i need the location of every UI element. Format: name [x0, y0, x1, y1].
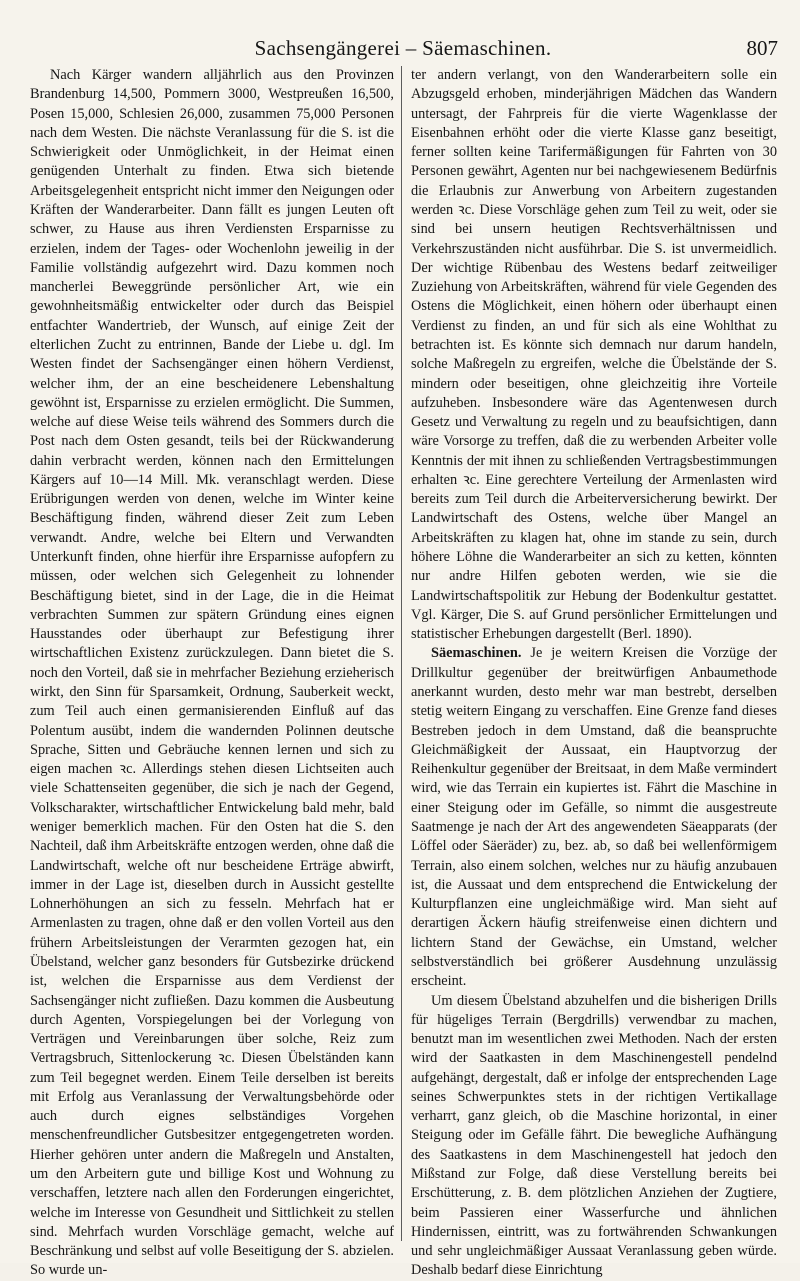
left-column-text: Nach Kärger wandern alljährlich aus den Provinzen Brandenburg 14,500, Pommern 3000, Westpreußen 16,500, Posen 15,000, Schlesien 26,000, zusammen 75,000 Personen nach dem Westen. Die nächste Veranlassung für die S. ist die Schwierigkeit oder Unmöglichkeit, in der Heimat einen genügenden Unterhalt zu finden. Etwa sich bietende Arbeitsgelegenheit entspricht nicht immer den Neigungen oder Kräften der Wanderarbeiter. Dann fällt es jungen Leuten oft schwer, zu Hause aus ihren Verdiensten Ersparnisse zu erzielen, indem der Tages- oder Wochenlohn jeweilig in der Familie vollständig aufgezehrt wird. Dazu kommen noch mancherlei Beweggründe persönlicher Art, wie ein gewohnheitsmäßig entwickelter oder durch das Beispiel entfachter Wandertrieb, der Wunsch, auf einige Zeit der elterlichen Zucht zu entrinnen, Bande der Liebe u. dgl. Im Westen findet der Sachsengänger einen höhern Verdienst, welcher ihm, der an eine bescheidenere Lebenshaltung gewöhnt ist, Ersparnisse zu erzielen ermöglicht. Die Summen, welche auf diese Weise teils während des Sommers durch die Post nach dem Osten gesandt, teils bei der Rückwanderung dahin verbracht werden, können nach den Ermittelungen Kärgers auf 10—14 Mill. Mk. veranschlagt werden. Diese Erübrigungen werden von denen, welche im Winter keine Beschäftigung finden, während dieser Zeit zum Leben verwandt. Andre, welche bei Eltern und Verwandten Unterkunft finden, ohne hierfür ihre Ersparnisse aufopfern zu müssen, oder welchen sich Gelegenheit zu lohnender Beschäftigung bietet, sind in der Lage, die in die Heimat verbrachten Summen zur spätern Gründung eines eignen Hausstandes oder überhaupt zur Befestigung ihrer wirtschaftlichen Existenz zurückzulegen. Dann bietet die S. noch den Vorteil, daß sie in mehrfacher Beziehung erzieherisch wirkt, den Sinn für Sparsamkeit, Ordnung, Sauberkeit weckt, zum Teil auch einen germanisierenden Einfluß auf das Polentum ausübt, indem die wandernden Polinnen deutsche Sprache, Sitten und Gebräuche kennen lernen und sich zu eigen machen ꝛc. Allerdings stehen diesen Lichtseiten auch viele Schattenseiten gegenüber, die sich je nach der Gegend, Volkscharakter, wirtschaftlicher Entwickelung bald mehr, bald weniger bemerklich machen. Für den Osten hat die S. den Nachteil, daß ihm Arbeitskräfte entzogen werden, ohne daß die Landwirtschaft, welche oft nur bescheidene Erträge abwirft, immer in der Lage ist, dieselben durch in Aussicht gestellte Lohnerhöhungen an sich zu fesseln. Mehrfach hat er Armenlasten zu tragen, ohne daß er den vollen Vorteil aus den frühern Arbeitsleistungen der Verarmten gezogen hat, ein Übelstand, welcher ganz besonders für Gutsbezirke drückend ist, welchen die Ersparnisse aus dem Verdienst der Sachsengänger nicht zufließen. Dazu kommen die Ausbeutung durch Agenten, Vorspiegelungen bei der Vorlegung von Verträgen und Vereinbarungen über solche, Reiz zum Vertragsbruch, Sittenlockerung ꝛc. Diesen Übelständen kann zum Teil begegnet werden. Einem Teile derselben ist bereits mit Erfolg aus Veranlassung der Verwaltungsbehörde oder auch durch eignes selbständiges Vorgehen menschenfreundlicher Gutsbesitzer entgegengetreten worden. Hierher gehören unter andern die Maßregeln und Anstalten, um den Arbeitern gute und billige Kost und Wohnung zu verschaffen, letztere nach allen den Forderungen eingerichtet, welche im Interesse von Gesundheit und Sittlichkeit zu stellen sind. Mehrfach wurden Vorschläge gemacht, welche auf Beschränkung und selbst auf volle Beseitigung der S. abzielen. So wurde un- — [30, 67, 394, 1279]
page-number: 807 — [746, 36, 778, 60]
left-column — [30, 66, 394, 1279]
continued-paragraph: ter andern verlangt, von den Wanderarbeitern solle ein Abzugsgeld erhoben, minderjährigen Mädchen das Wandern untersagt, der Fahrpreis für die vierte Wagenklasse der Eisenbahnen erhöht oder die vierte Klasse ganz beseitigt, ferner sollten keine Tarifermäßigungen für Fahrten von 30 Personen gewährt, Agenten nur bei nachgewiesenem Bedürfnis die Erlaubnis zur Anwerbung von Arbeitern zugestanden werden ꝛc. Diese Vorschläge gehen zum Teil zu weit, oder sie sind bei unsern heutigen Rechtsverhältnissen und Verkehrszuständen nicht ausführbar. Die S. ist unvermeidlich. Der wichtige Rübenbau des Westens bedarf zeitweiliger Zuziehung von Arbeitskräften, während für viele Gegenden des Ostens die Möglichkeit, einen höhern oder überhaupt einen Verdienst zu finden, an und für sich als eine Wohlthat zu betrachten ist. Es könnte sich demnach nur darum handeln, solche Maßregeln zu ergreifen, welche die Übelstände der S. mindern oder beseitigen, ohne gleichzeitig ihre Vorteile aufzuheben. Insbesondere wäre das Agentenwesen durch Gesetz und Verwaltung zu regeln und zu beaufsichtigen, dann wäre Vorsorge zu treffen, daß die zu werbenden Arbeiter volle Kenntnis der mit ihnen zu schließenden Vertragsbestimmungen erhalten ꝛc. Eine gerechtere Verteilung der Armenlasten wird bereits zum Teil durch die Arbeiterversicherung bewirkt. Der Landwirtschaft des Ostens, welche über Mangel an Arbeitskräften zu klagen hat, ohne im stande zu sein, durch höhere Löhne die Wanderarbeiter an sich zu ketten, könnten nur andre Hilfen geboten werden, wie sie die Landwirtschaftspolitik zur Hebung der Bodenkultur gestattet. Vgl. Kärger, Die S. auf Grund persönlicher Ermittelungen und statistischer Erhebungen dargestellt (Berl. 1890). — [411, 67, 777, 643]
entry-text: Je je weitern Kreisen die Vorzüge der Drillkultur gegenüber der breitwürfigen Anbaumethode anerkannt wurden, desto mehr war man bestrebt, derselben stetig weitern Eingang zu verschaffen. Eine Grenze fand dieses Bestreben jedoch in dem Umstand, daß die beanspruchte Gleichmäßigkeit der Aussaat, ein Hauptvorzug der Reihenkultur gegenüber der Breitsaat, in dem Maße vermindert wird, wie das Terrain ein kupiertes ist. Fährt die Maschine in einer Steigung oder im Gefälle, so nimmt die ausgestreute Saatmenge je nach der Art des angewendeten Säeapparats (der Löffel oder Säeräder) zu, bez. ab, so daß bei wellenförmigem Terrain, also einem solchen, welches nur zu häufig anzubauen ist, die Aussaat und dem entsprechend die Entwickelung der Kulturpflanzen eine ungleichmäßige wird. Man sieht auf derartigen Äckern häufig streifenweise einen dichtern und lichtern Stand der Gewächse, ein Umstand, welcher selbstverständlich bei größerer Ausdehnung unzulässig erscheint. — [411, 645, 778, 990]
entry-headword: Säemaschinen. — [431, 645, 522, 662]
entry-paragraph — [411, 644, 777, 991]
column-divider — [401, 66, 402, 1241]
right-column — [411, 66, 778, 1279]
entry-paragraph-2: Um diesem Übelstand abzuhelfen und die bisherigen Drills für hügeliges Terrain (Bergdrills) verwendbar zu machen, benutzt man im wesentlichen zwei Methoden. Nach der ersten wird der Saatkasten in dem Maschinengestell pendelnd aufgehängt, dergestalt, daß er infolge der entsprechenden Lage seines Schwerpunktes stets in der richtigen Vertikallage verharrt, ganz gleich, ob die Maschine horizontal, in einer Steigung oder im Gefälle fährt. Die bewegliche Aufhängung des Saatkastens in dem Maschinengestell hat jedoch den Mißstand zur Folge, daß diese Verstellung bereits bei Erschütterung, z. B. dem plötzlichen Anziehen der Zugtiere, beim Passieren einer Wasserfurche und ähnlichen Hindernissen, eintritt, was zu fortwährenden Schwankungen und sehr ungleichmäßiger Aussaat Veranlassung geben würde. Deshalb bedarf diese Einrichtung — [411, 992, 777, 1279]
page-header — [28, 36, 778, 66]
running-title: Sachsengängerei – Säemaschinen. — [254, 36, 552, 60]
